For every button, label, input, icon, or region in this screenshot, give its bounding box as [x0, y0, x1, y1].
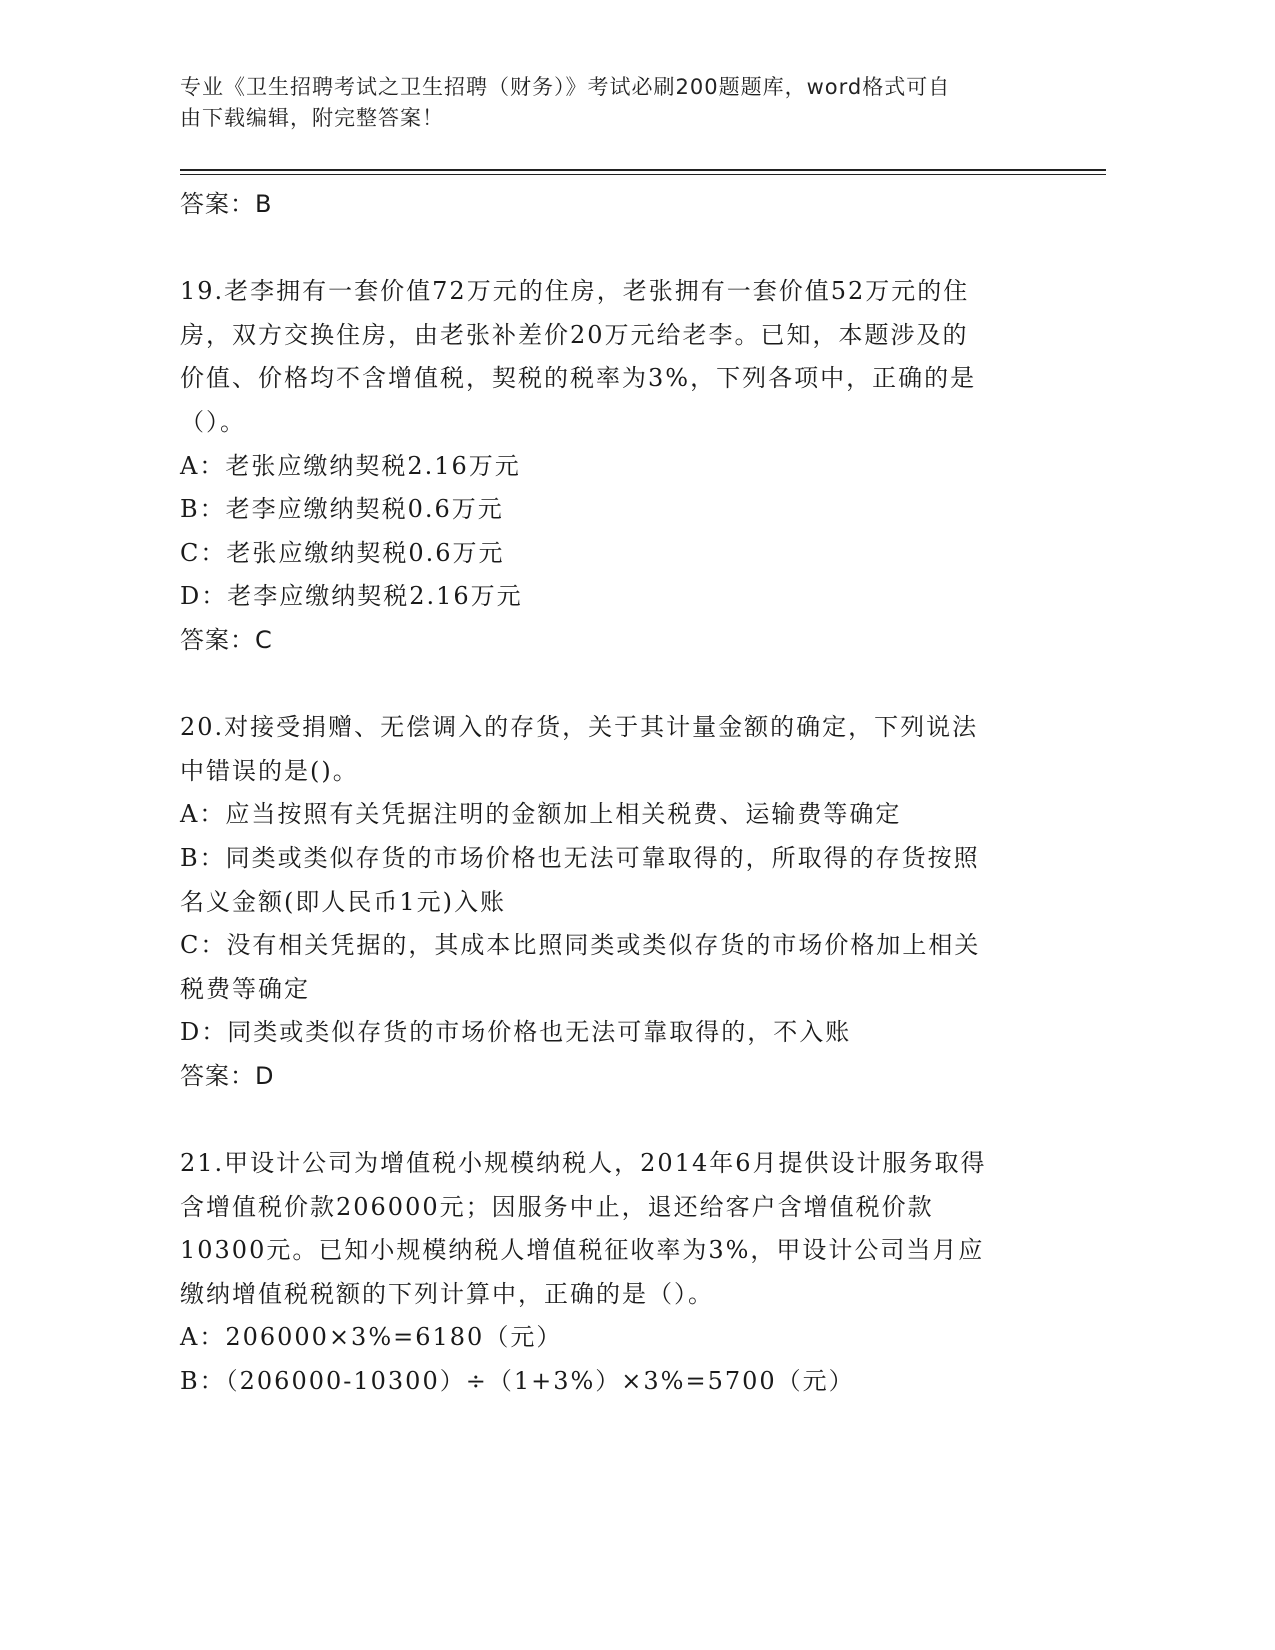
- question-stem-line: 房，双方交换住房，由老张补差价20万元给老李。已知，本题涉及的: [180, 320, 969, 349]
- previous-answer: 答案：B: [180, 190, 273, 218]
- header-line-1: 专业《卫生招聘考试之卫生招聘（财务）》考试必刷200题题库，word格式可自: [180, 75, 951, 99]
- question-stem-line: 价值、价格均不含增值税，契税的税率为3%，下列各项中，正确的是: [180, 364, 977, 393]
- option-d: D：老李应缴纳契税2.16万元: [180, 582, 523, 611]
- header-line-2: 由下载编辑，附完整答案！: [180, 106, 444, 130]
- option-a: A：应当按照有关凭据注明的金额加上相关税费、运输费等确定: [180, 800, 902, 829]
- answer-label: 答案：C: [180, 625, 273, 654]
- question-20: [180, 706, 1040, 1098]
- spacer: [180, 1098, 1040, 1142]
- option-b-continued: 名义金额(即人民币1元)入账: [180, 887, 506, 916]
- document-body: [180, 183, 1040, 1404]
- question-19: [180, 270, 1040, 662]
- option-a: A：老张应缴纳契税2.16万元: [180, 451, 521, 480]
- option-c-continued: 税费等确定: [180, 974, 310, 1003]
- spacer: [180, 227, 1040, 271]
- header-rule-thick: [180, 169, 1106, 171]
- option-d: D：同类或类似存货的市场价格也无法可靠取得的，不入账: [180, 1018, 852, 1047]
- document-header: [180, 72, 1040, 134]
- option-c: C：老张应缴纳契税0.6万元: [180, 538, 505, 567]
- question-stem-line: 缴纳增值税税额的下列计算中，正确的是（）。: [180, 1279, 714, 1308]
- question-stem-line: 19.老李拥有一套价值72万元的住房，老张拥有一套价值52万元的住: [180, 277, 970, 306]
- question-stem-line: 10300元。已知小规模纳税人增值税征收率为3%，甲设计公司当月应: [180, 1236, 985, 1265]
- question-stem-line: 含增值税价款206000元；因服务中止，退还给客户含增值税价款: [180, 1192, 934, 1221]
- spacer: [180, 663, 1040, 707]
- header-rule-thin: [180, 174, 1106, 175]
- question-stem-line: （）。: [180, 407, 246, 436]
- question-stem-line: 20.对接受捐赠、无偿调入的存货，关于其计量金额的确定，下列说法: [180, 713, 979, 742]
- question-stem-line: 中错误的是()。: [180, 756, 359, 785]
- option-c: C：没有相关凭据的，其成本比照同类或类似存货的市场价格加上相关: [180, 931, 981, 960]
- option-a: A：206000×3%=6180（元）: [180, 1323, 563, 1352]
- answer-label: 答案：D: [180, 1061, 275, 1090]
- option-b: B：（206000-10300）÷（1+3%）×3%=5700（元）: [180, 1367, 855, 1396]
- option-b: B：同类或类似存货的市场价格也无法可靠取得的，所取得的存货按照: [180, 843, 980, 872]
- question-stem-line: 21.甲设计公司为增值税小规模纳税人，2014年6月提供设计服务取得: [180, 1149, 987, 1178]
- option-b: B：老李应缴纳契税0.6万元: [180, 495, 504, 524]
- question-21: [180, 1142, 1040, 1404]
